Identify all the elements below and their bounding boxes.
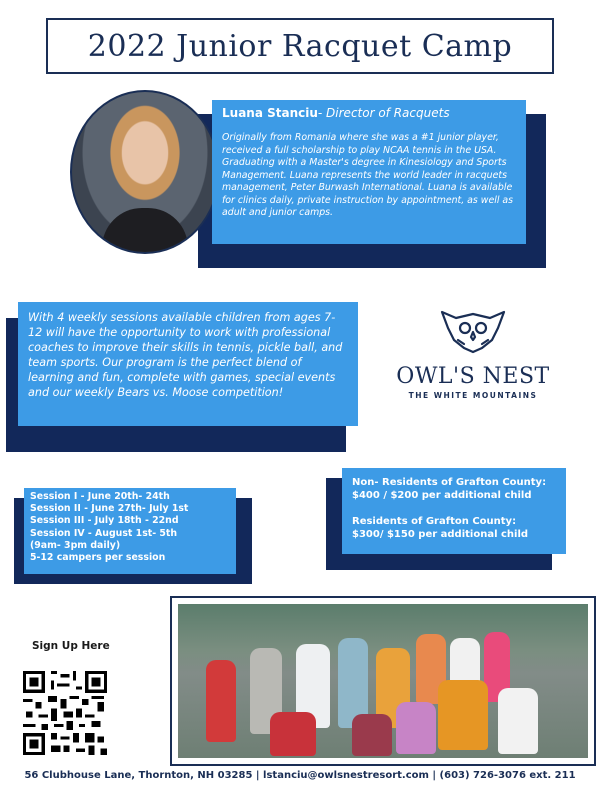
owls-nest-logo: [380, 304, 566, 414]
qr-code[interactable]: [20, 668, 110, 758]
signup-label: Sign Up Here: [32, 640, 110, 652]
session-hours: (9am- 3pm daily): [30, 539, 121, 551]
sessions-list: [24, 488, 236, 574]
director-bio-card: [212, 100, 526, 244]
group-photo: [178, 604, 588, 758]
logo-tagline: THE WHITE MOUNTAINS: [408, 391, 538, 400]
program-description: With 4 weekly sessions available children from ages 7-12 will have the opportunity to work with professional coaches to improve their skills in tennis, pickle ball, and team sports. Our program is the perfect blend of learning and fun, complete with games, special events and our weekly Bears vs. Moose competition!: [18, 302, 358, 426]
footer-contact: 56 Clubhouse Lane, Thornton, NH 03285 | lstanciu@owlsnestresort.com | (603) 726-3076 ext. 211: [24, 770, 576, 781]
session-item: Session I - June 20th- 24th: [30, 491, 170, 502]
page-title: 2022 Junior Racquet Camp: [87, 28, 513, 64]
director-bio: Originally from Romania where she was a #1 junior player, received a full scholarship to play NCAA tennis in the USA. Graduating with a Master's degree in Kinesiology and Sports Management. Luana represents the world leader in racquets management, Peter Burwash International. Luana is available for clinics daily, private instruction by appointment, as well as adult and junior camps.: [222, 132, 514, 218]
director-photo: [70, 90, 220, 254]
non-residents-label: Non- Residents of Grafton County:: [352, 477, 547, 488]
title-box: [46, 18, 554, 74]
director-role: - Director of Racquets: [317, 106, 450, 120]
logo-name: OWL'S NEST: [396, 364, 550, 389]
session-item: Session IV - August 1st- 5th: [30, 527, 178, 539]
non-residents-price: $400 / $200 per additional child: [352, 490, 532, 501]
session-capacity: 5-12 campers per session: [30, 552, 166, 564]
owl-icon: [436, 304, 510, 354]
session-item: Session III - July 18th - 22nd: [30, 515, 179, 527]
residents-price: $300/ $150 per additional child: [352, 529, 529, 540]
pricing-card: [342, 468, 566, 554]
residents-label: Residents of Grafton County:: [352, 516, 517, 527]
director-name: Luana Stanciu: [222, 106, 318, 120]
session-item: Session II - June 27th- July 1st: [30, 503, 189, 515]
